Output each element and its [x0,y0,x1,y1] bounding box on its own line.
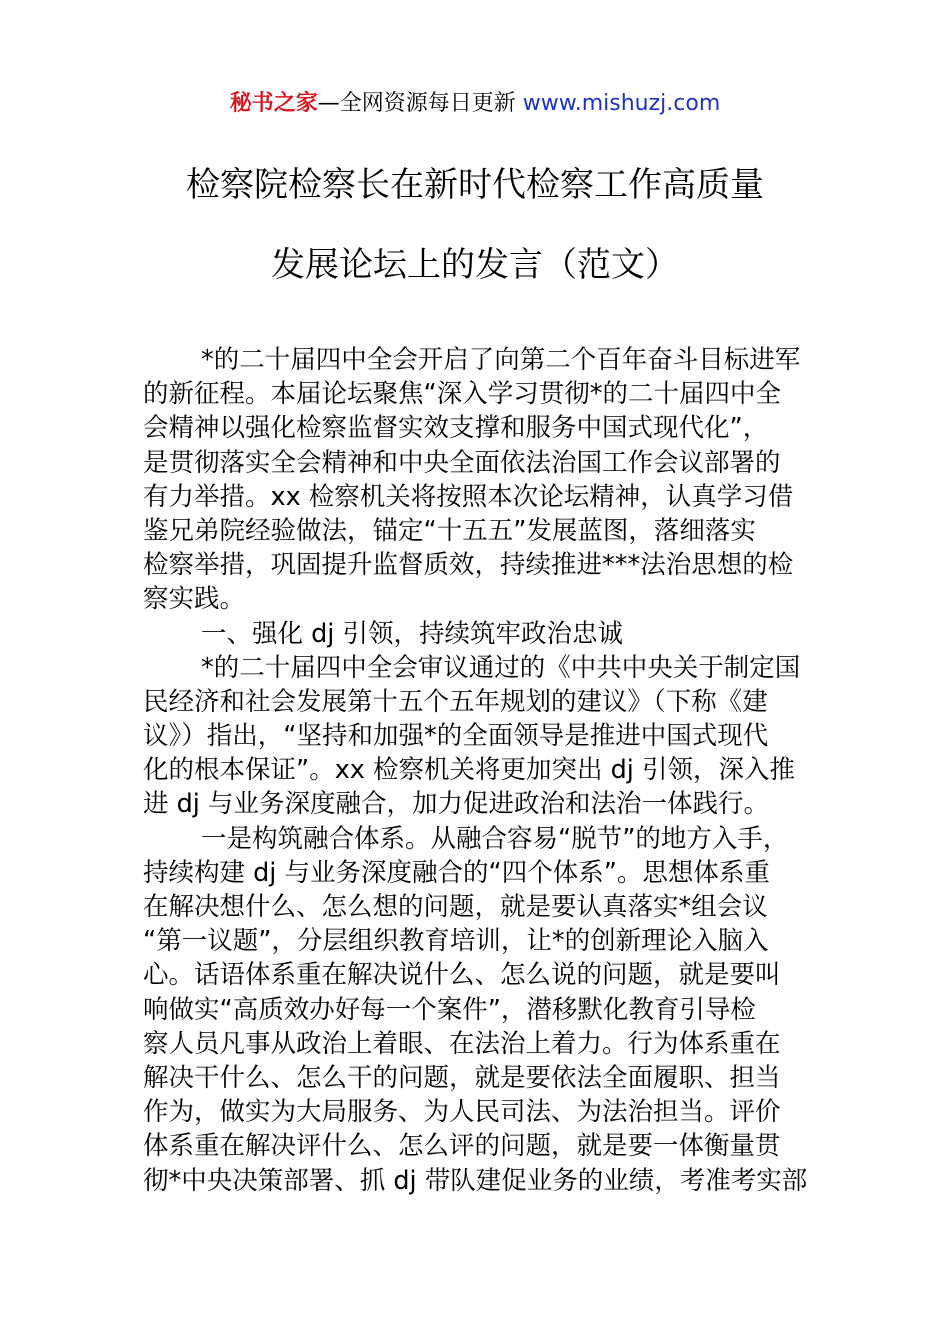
body-line: 彻*中央决策部署、抓 dj 带队建促业务的业绩，考准考实部 [143,1165,807,1196]
site-url-link[interactable]: www.mishuzj.com [522,91,721,116]
body-line: 一是构筑融合体系。从融合容易“脱节”的地方入手， [201,823,789,854]
body-line: 持续构建 dj 与业务深度融合的“四个体系”。思想体系重 [143,857,770,888]
section-heading: 一、强化 dj 引领，持续筑牢政治忠诚 [201,618,623,649]
body-line: 察实践。 [143,584,246,615]
body-line: 察人员凡事从政治上着眼、在法治上着力。行为体系重在 [143,1028,781,1059]
body-line: 响做实“高质效办好每一个案件”，潜移默化教育引导检 [143,994,756,1025]
body-line: 在解决想什么、怎么想的问题，就是要认真落实*组会议 [143,892,768,922]
document-title [0,160,950,320]
body-line: 作为，做实为大局服务、为人民司法、为法治担当。评价 [143,1097,781,1128]
document-body [143,343,807,1198]
body-line: “第一议题”，分层组织教育培训，让*的创新理论入脑入 [143,926,769,957]
body-line: 鉴兄弟院经验做法，锚定“十五五”发展蓝图，落细落实 [143,515,756,546]
body-line: 会精神以强化检察监督实效支撑和服务中国式现代化”， [143,413,769,444]
body-line: 心。话语体系重在解决说什么、怎么说的问题，就是要叫 [143,960,781,991]
body-line: 民经济和社会发展第十五个五年规划的建议》（下称《建 [143,686,768,717]
body-line: *的二十届四中全会开启了向第二个百年奋斗目标进军 [201,345,801,375]
body-line: 议》）指出，“坚持和加强*的全面领导是推进中国式现代 [143,721,769,752]
body-line: 进 dj 与业务深度融合，加力促进政治和法治一体践行。 [143,789,769,820]
body-line: *的二十届四中全会审议通过的《中共中央关于制定国 [201,652,801,683]
title-line-2: 发展论坛上的发言（范文） [271,245,679,285]
site-header [0,88,950,120]
body-line: 体系重在解决评什么、怎么评的问题，就是要一体衡量贯 [143,1131,781,1162]
body-line: 有力举措。xx 检察机关将按照本次论坛精神，认真学习借 [143,481,794,512]
site-slogan: —全网资源每日更新 [317,91,516,116]
title-line-1: 检察院检察长在新时代检察工作高质量 [186,165,764,205]
body-line: 解决干什么、怎么干的问题，就是要依法全面履职、担当 [143,1062,781,1093]
body-line: 的新征程。本届论坛聚焦“深入学习贯彻*的二十届四中全 [143,379,781,410]
body-line: 检察举措，巩固提升监督质效，持续推进***法治思想的检 [143,550,794,581]
body-line: 化的根本保证”。xx 检察机关将更加突出 dj 引领，深入推 [143,755,795,786]
site-brand: 秘书之家 [229,91,318,116]
body-line: 是贯彻落实全会精神和中央全面依法治国工作会议部署的 [143,447,781,478]
